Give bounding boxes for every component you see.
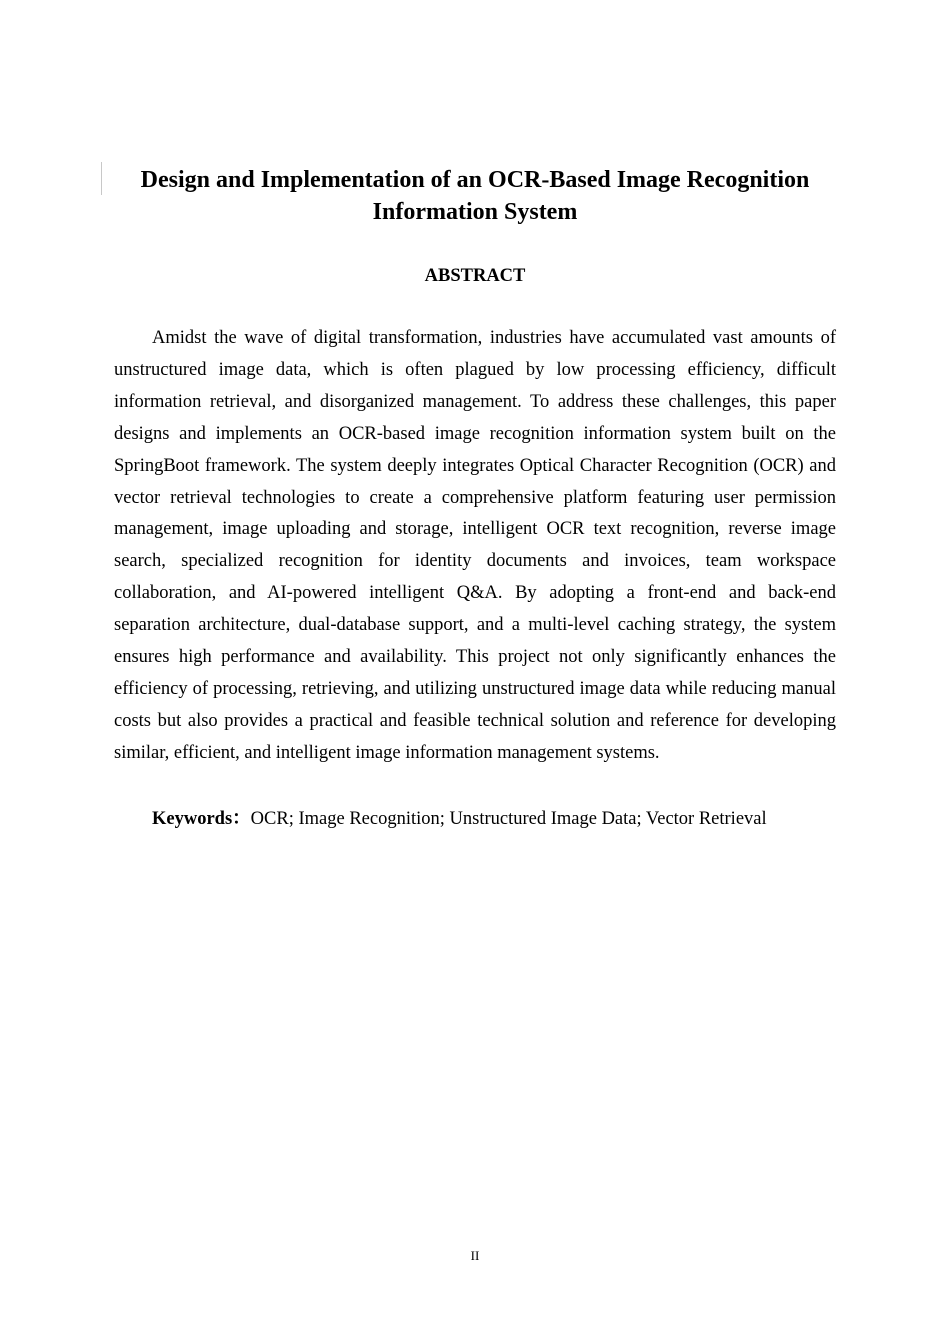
abstract-paragraph: Amidst the wave of digital transformation, industries have accumulated vast amounts of unstructured image data, which is often plagued by low processing efficiency, difficult information retrieval, and disorganized management. To address these challenges, this paper designs and implements an OCR-based image recognition information system built on the SpringBoot framework. The system deeply integrates Optical Character Recognition (OCR) and vector retrieval technologies to create a comprehensive platform featuring user permission management, image uploading and storage, intelligent OCR text recognition, reverse image search, specialized recognition for identity documents and invoices, team workspace collaboration, and AI-powered intelligent Q&A. By adopting a front-end and back-end separation architecture, dual-database support, and a multi-level caching strategy, the system ensures high performance and availability. This project not only significantly enhances the efficiency of processing, retrieving, and utilizing unstructured image data while reducing manual costs but also provides a practical and feasible technical solution and reference for developing similar, efficient, and intelligent image information management systems.: [114, 328, 836, 763]
abstract-heading: ABSTRACT: [424, 266, 526, 286]
page-number: II: [470, 1248, 480, 1263]
keywords-line: [152, 805, 852, 833]
keywords-label: Keywords：: [152, 809, 251, 829]
document-title: Design and Implementation of an OCR-Based Image Recognition Information System: [140, 167, 810, 225]
keywords-value: OCR; Image Recognition; Unstructured Image Data; Vector Retrieval: [250, 809, 767, 829]
